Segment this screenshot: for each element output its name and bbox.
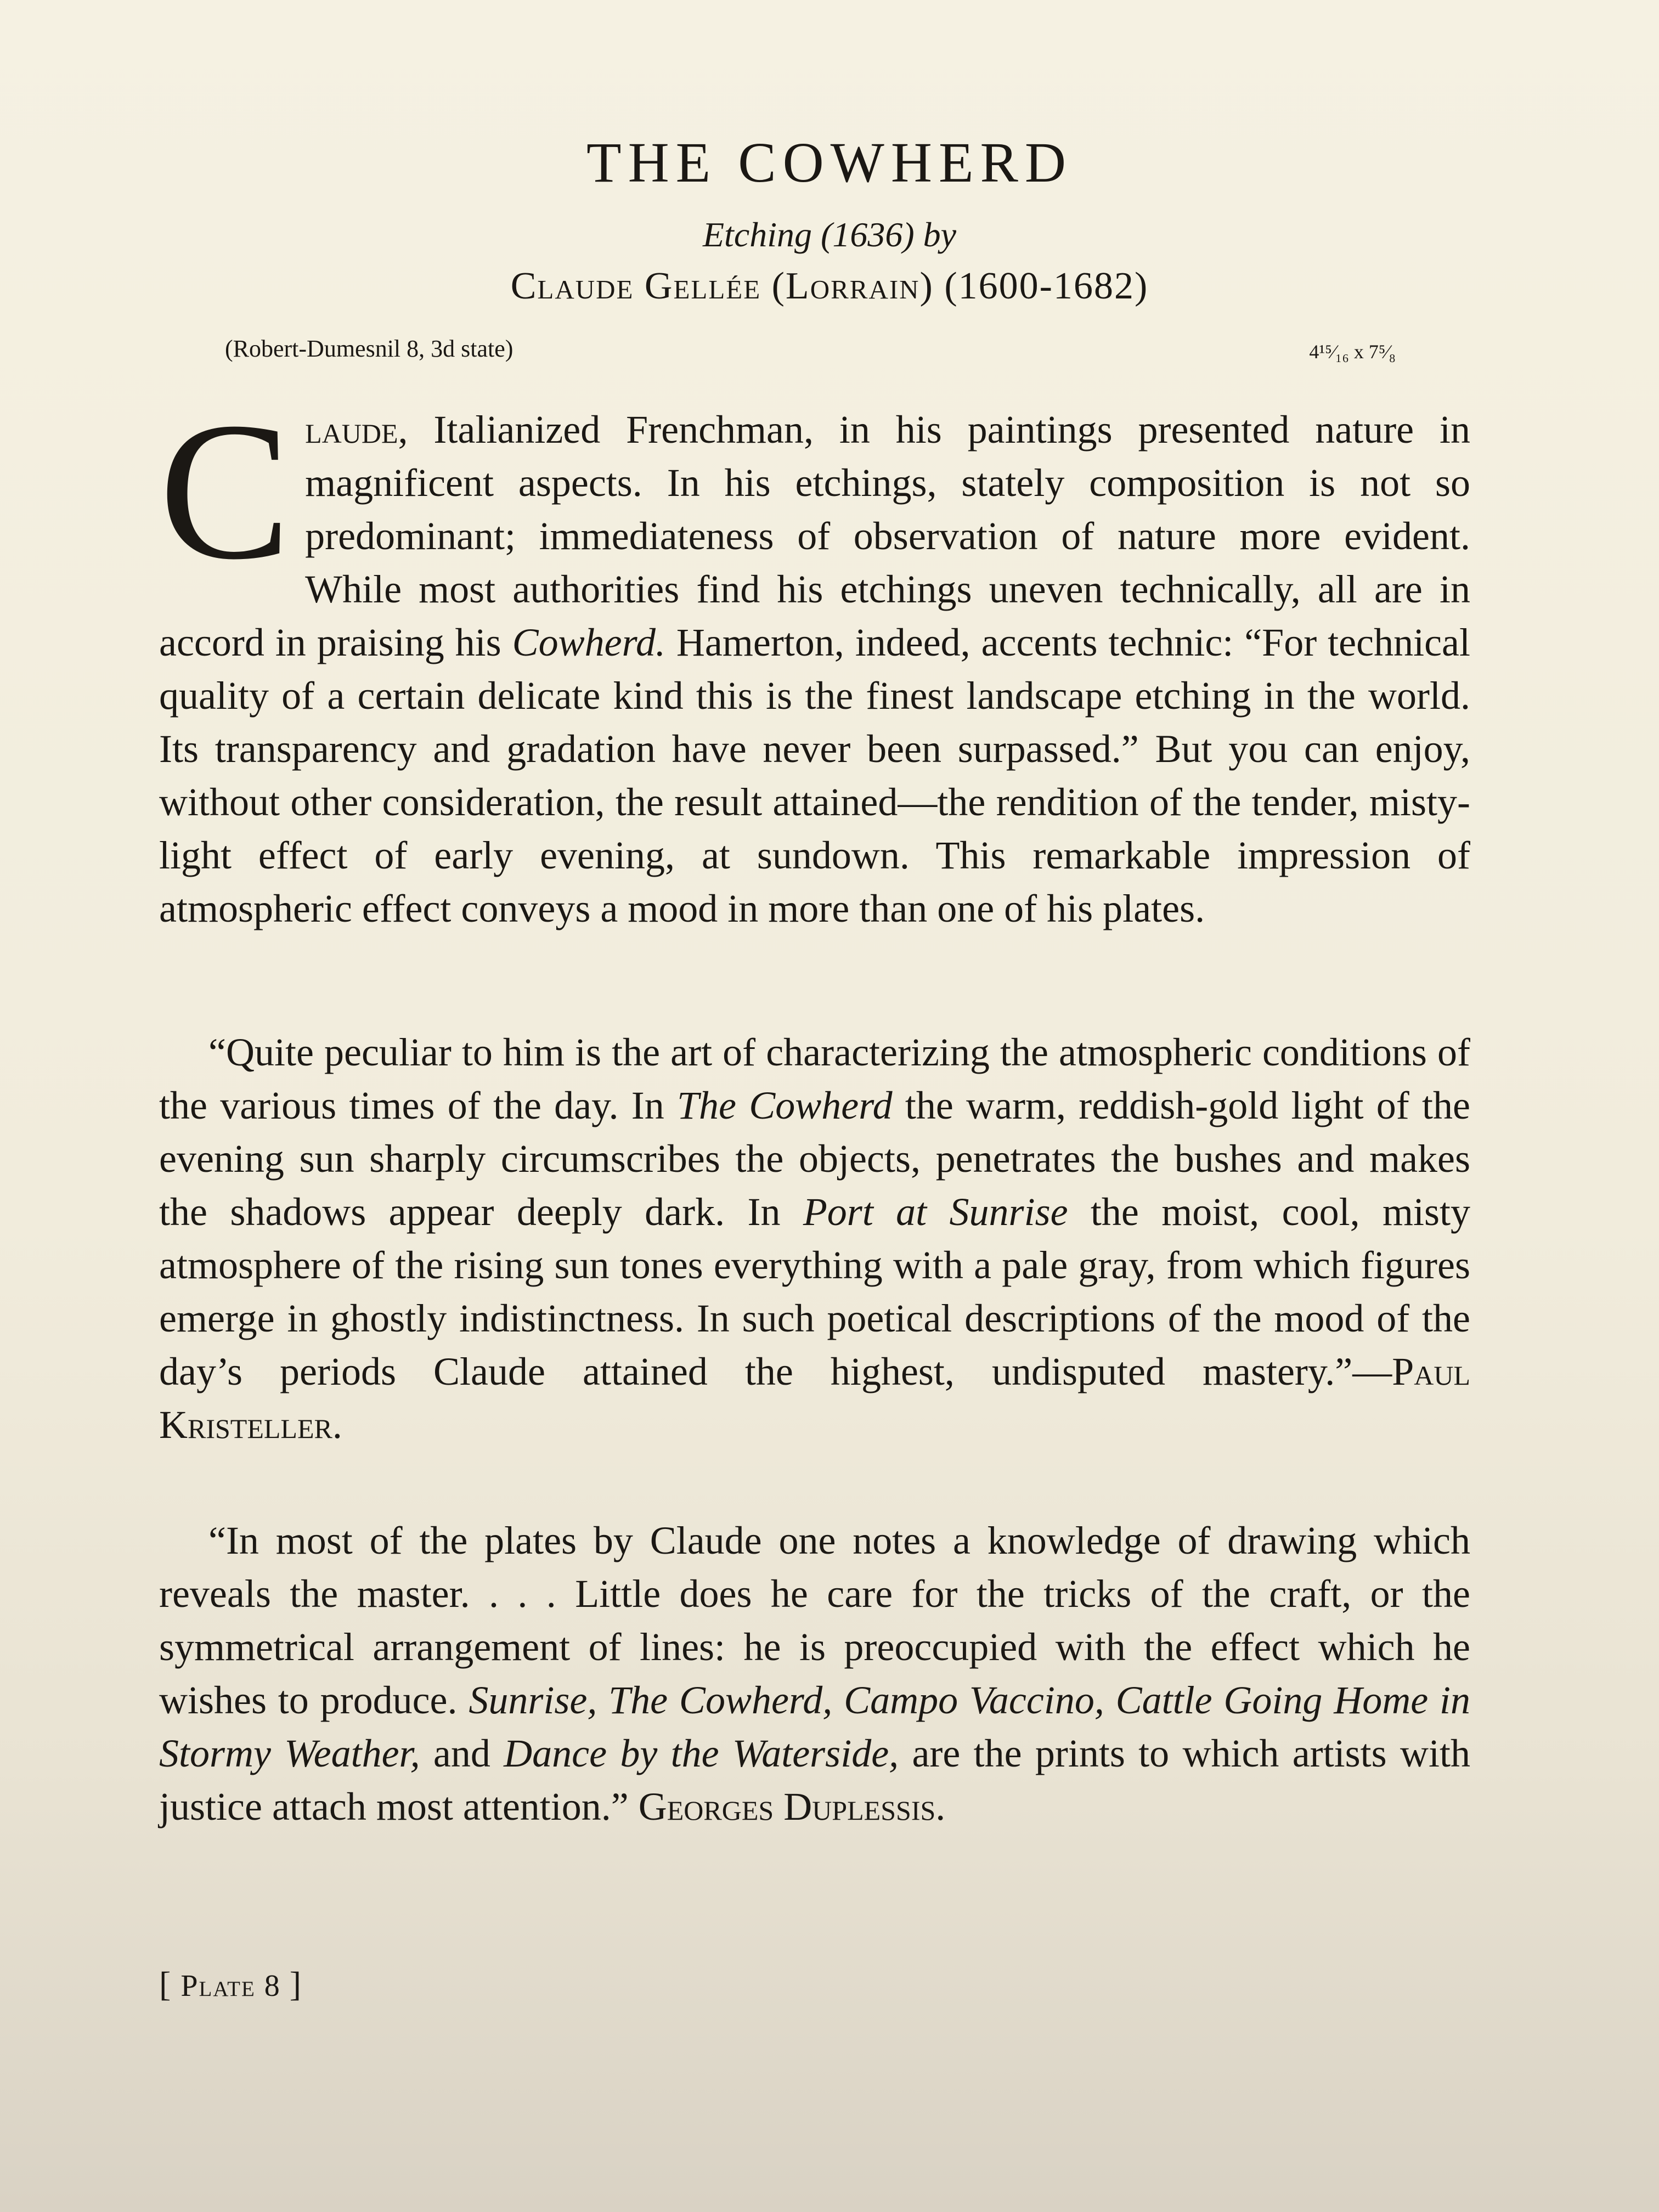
p3-author: Georges Duplessis. [638, 1785, 946, 1829]
paragraph-1 [159, 381, 1470, 935]
paragraph-2 [159, 1026, 1470, 1452]
p2-text-3: the moist, cool, misty atmosphere of the rising sun tones everything with a pale gray, from which figures emerge in ghostly indistinctness. In such poetical descriptions of the mood of the day’s periods Claude attained the highest, undisputed mastery.”— [159, 1190, 1470, 1393]
catalog-reference: (Robert-Dumesnil 8, 3d state) [225, 335, 514, 362]
p3-text-2: and [420, 1731, 504, 1775]
p3-italic-1: Sunrise, The Cowherd, Campo Vaccino, Cattle Going Home in Stormy Weather, [159, 1678, 1471, 1775]
page-title: THE COWHERD [586, 131, 1073, 194]
p2-italic-1: The Cowherd [676, 1084, 893, 1127]
p2-text-1: “Quite peculiar to him is the art of characterizing the atmospheric conditions of the various times of the day. In [159, 1030, 1470, 1127]
subtitle: Etching (1636) by [702, 215, 957, 254]
plate-dimensions: 4¹⁵⁄₁₆ x 7⁵⁄₈ [1309, 341, 1396, 363]
p1-text-1: Italianized Frenchman, in his paintings presented nature in magnificent aspects. In his etchings, stately composition is not so predominant; immediateness of observation of nature more evident. While most authorities find his etchings uneven technically, all are in accord in praising his [159, 408, 1470, 664]
lead-word: laude, [305, 408, 408, 452]
plate-number [159, 1964, 302, 2005]
p2-italic-2: Port at Sunrise [803, 1190, 1068, 1234]
plate-bracket-open: [ [159, 1965, 172, 2004]
p3-italic-2: Dance by the Waterside, [504, 1731, 899, 1775]
drop-cap: C [159, 381, 291, 600]
p1-text-2: Hamerton, indeed, accents technic: “For technical quality of a certain delicate kind this is the finest landscape etching in the world. Its transparency and gradation have never been surpassed.” But you can enjoy, without other consideration, the result attained—the rendition of the tender, misty-light effect of early evening, at sundown. This remarkable impression of atmospheric effect conveys a mood in more than one of his plates. [159, 620, 1470, 930]
p3-text-1: “In most of the plates by Claude one notes a knowledge of drawing which reveals the master. . . . Little does he care for the tricks of the craft, or the symmetrical arrangement of lines: he is preoccupied with the effect which he wishes to produce. [159, 1519, 1470, 1722]
artist-line: Claude Gellée (Lorrain) (1600-1682) [510, 265, 1149, 307]
p1-italic-1: Cowherd. [512, 620, 665, 664]
p2-author: Paul Kristeller. [159, 1350, 1470, 1447]
plate-bracket-close: ] [289, 1965, 303, 2004]
p2-text-2: the warm, reddish-gold light of the evening sun sharply circumscribes the objects, penetrates the bushes and makes the shadows appear deeply dark. In [159, 1084, 1470, 1234]
p3-text-3: are the prints to which artists with justice attach most attention.” [159, 1731, 1470, 1829]
plate-label: Plate 8 [180, 1969, 281, 2003]
paragraph-3 [159, 1514, 1470, 1833]
